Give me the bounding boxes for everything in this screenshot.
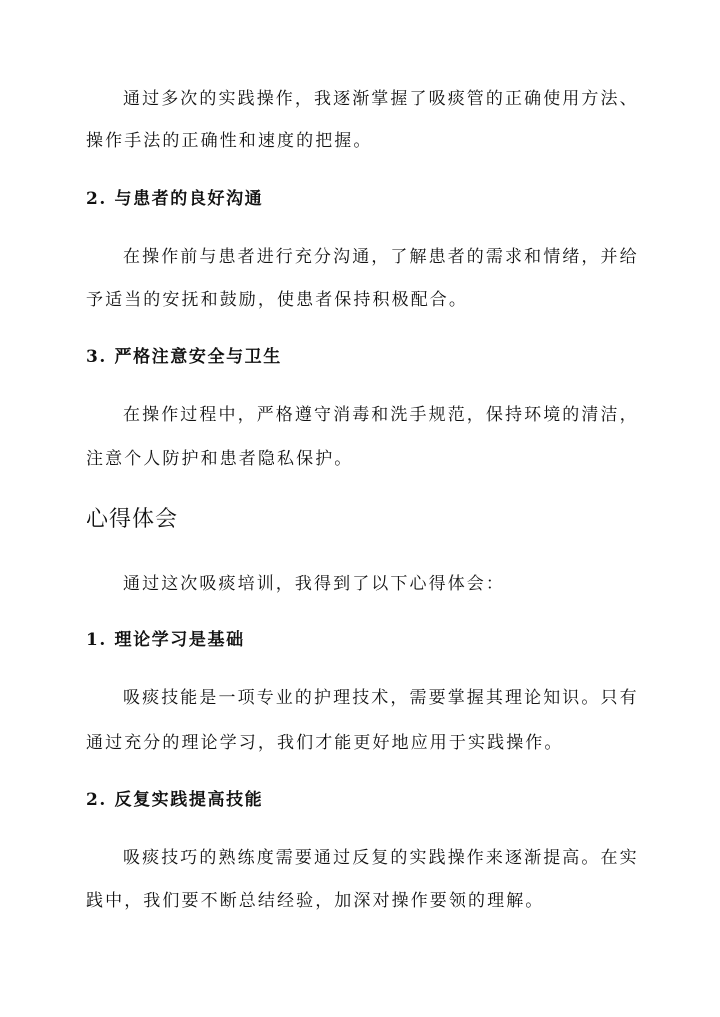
paragraph-theory-line-2: 通过充分的理论学习，我们才能更好地应用于实践操作。	[86, 733, 564, 753]
paragraph-intro: 通过这次吸痰培训，我得到了以下心得体会：	[123, 574, 505, 594]
section-title-reflections: 心得体会	[86, 507, 179, 532]
paragraph-safety-line-1: 在操作过程中，严格遵守消毒和洗手规范，保持环境的清洁，	[123, 405, 639, 425]
paragraph-communication-line-1: 在操作前与患者进行充分沟通，了解患者的需求和情绪，并给	[123, 247, 639, 267]
paragraph-practice-skill-line-2: 践中，我们要不断总结经验，加深对操作要领的理解。	[86, 891, 545, 911]
paragraph-safety-line-2: 注意个人防护和患者隐私保护。	[86, 449, 354, 469]
heading-safety-hygiene: 3. 严格注意安全与卫生	[86, 347, 282, 367]
paragraph-theory-line-1: 吸痰技能是一项专业的护理技术，需要掌握其理论知识。只有	[123, 688, 639, 708]
paragraph-practice-skill-line-1: 吸痰技巧的熟练度需要通过反复的实践操作来逐渐提高。在实	[123, 848, 639, 868]
paragraph-communication-line-2: 予适当的安抚和鼓励，使患者保持积极配合。	[86, 290, 468, 310]
heading-communication: 2. 与患者的良好沟通	[86, 189, 264, 209]
heading-repeated-practice: 2. 反复实践提高技能	[86, 790, 264, 810]
heading-theory-foundation: 1. 理论学习是基础	[86, 630, 245, 650]
paragraph-practice-line-1: 通过多次的实践操作，我逐渐掌握了吸痰管的正确使用方法、	[123, 89, 639, 109]
paragraph-practice-line-2: 操作手法的正确性和速度的把握。	[86, 131, 373, 151]
